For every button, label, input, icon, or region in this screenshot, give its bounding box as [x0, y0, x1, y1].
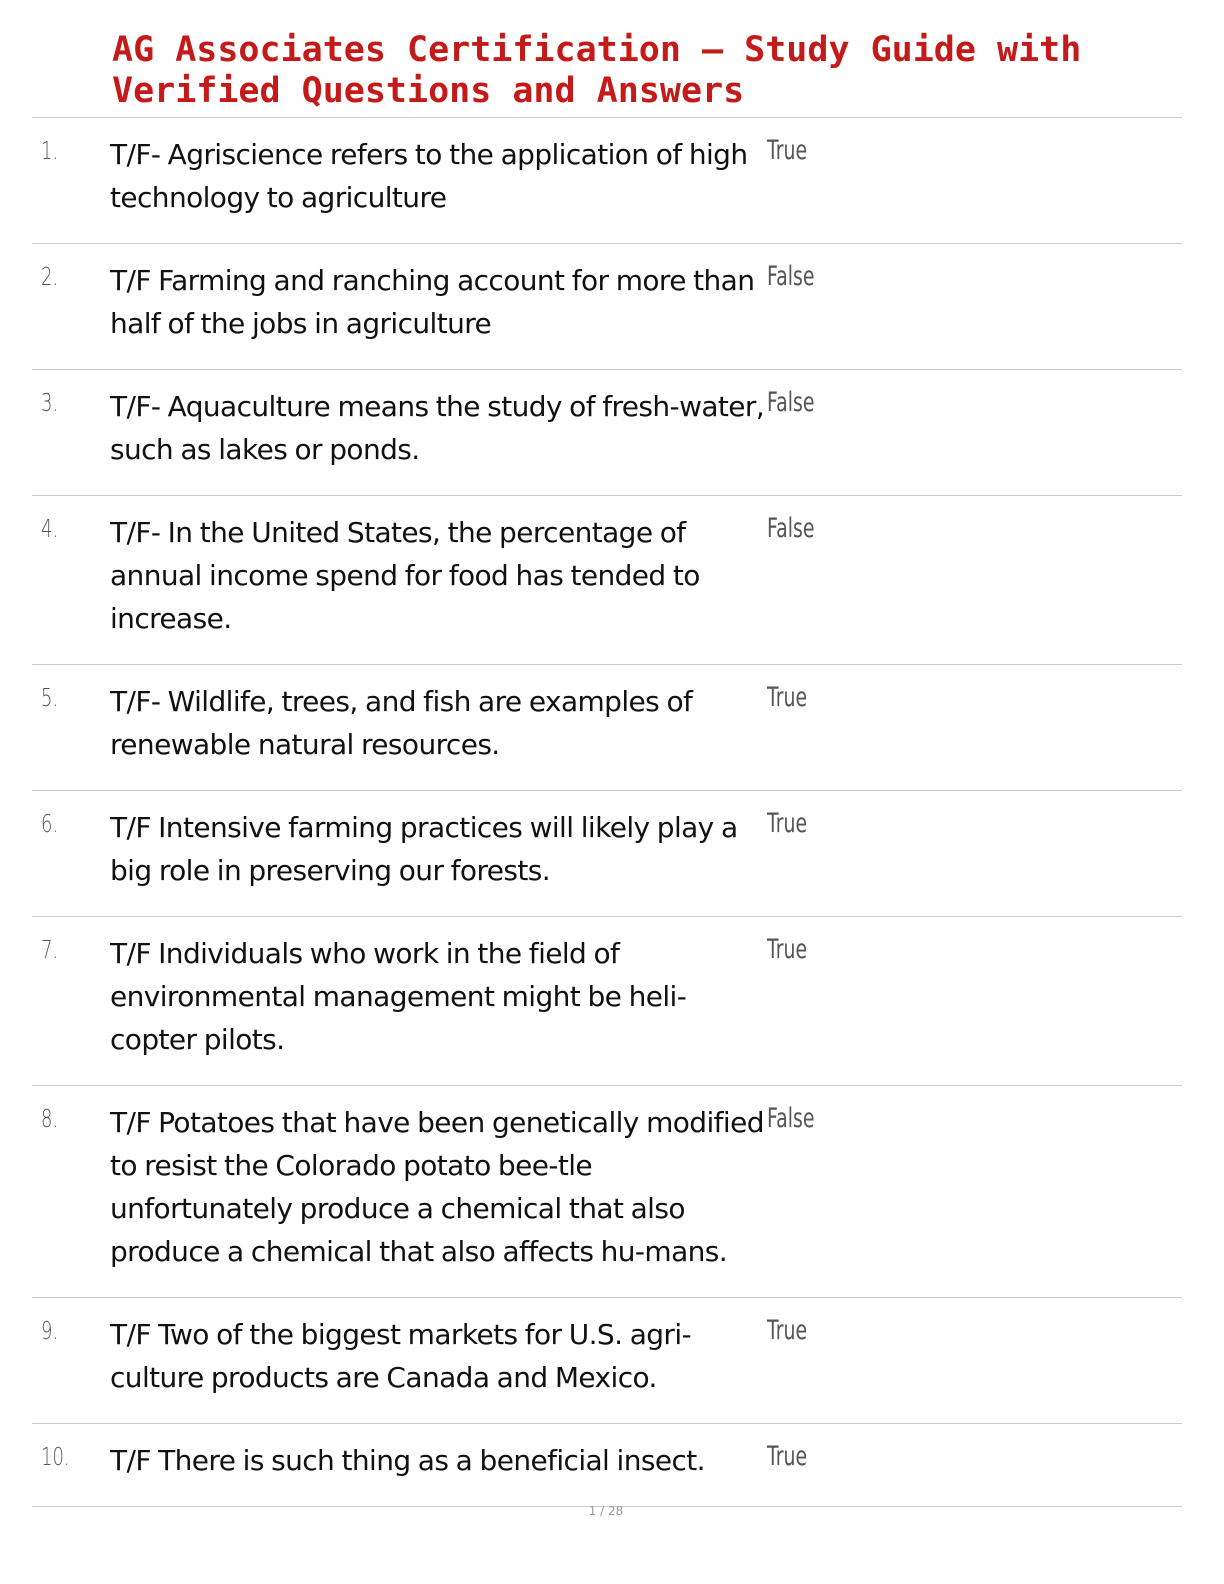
question-text: T/F Potatoes that have been genetically modified to resist the Colorado potato bee-tle unfortunately produce a chemical that also produce a chemical that also affects hu-mans. — [110, 1106, 764, 1268]
question-number: 6. — [41, 809, 59, 838]
question-item-10 — [32, 1424, 1182, 1507]
answer-text: False — [767, 261, 815, 292]
question-item-7 — [32, 917, 1182, 1086]
question-item-9 — [32, 1298, 1182, 1424]
question-text: T/F There is such thing as a beneficial insect. — [110, 1444, 705, 1477]
answer-text: True — [767, 1441, 808, 1472]
question-number: 10. — [41, 1442, 70, 1471]
answer-text: False — [767, 387, 815, 418]
question-number: 2. — [41, 262, 59, 291]
question-item-4 — [32, 496, 1182, 665]
answer-text: True — [767, 808, 808, 839]
question-text: T/F Intensive farming practices will likely play a big role in preserving our forests. — [110, 811, 738, 887]
question-text: T/F- Agriscience refers to the application of high technology to agriculture — [110, 138, 748, 214]
question-item-6 — [32, 791, 1182, 917]
question-item-1 — [32, 118, 1182, 244]
answer-text: True — [767, 135, 808, 166]
question-text: T/F- Aquaculture means the study of fresh-water, such as lakes or ponds. — [110, 390, 765, 466]
question-item-5 — [32, 665, 1182, 791]
answer-text: False — [767, 1103, 815, 1134]
question-item-8 — [32, 1086, 1182, 1298]
answer-text: True — [767, 1315, 808, 1346]
question-item-3 — [32, 370, 1182, 496]
question-number: 9. — [41, 1316, 59, 1345]
question-number: 7. — [41, 935, 59, 964]
question-number: 1. — [41, 136, 59, 165]
question-text: T/F Farming and ranching account for more than half of the jobs in agriculture — [110, 264, 755, 340]
document-title: AG Associates Certification – Study Guide with Verified Questions and Answers — [112, 30, 1082, 111]
question-item-2 — [32, 244, 1182, 370]
question-text: T/F Two of the biggest markets for U.S. agri-culture products are Canada and Mexico. — [110, 1318, 692, 1394]
question-text: T/F- In the United States, the percentage of annual income spend for food has tended to increase. — [110, 516, 700, 635]
question-number: 8. — [41, 1104, 59, 1133]
answer-text: False — [767, 513, 815, 544]
question-number: 3. — [41, 388, 59, 417]
question-text: T/F- Wildlife, trees, and fish are examples of renewable natural resources. — [110, 685, 693, 761]
question-number: 5. — [41, 683, 59, 712]
question-number: 4. — [41, 514, 59, 543]
page-number: 1 / 28 — [588, 1504, 624, 1518]
answer-text: True — [767, 934, 808, 965]
question-list — [32, 118, 1182, 1507]
question-text: T/F Individuals who work in the field of environmental management might be heli-copter pilots. — [110, 937, 687, 1056]
answer-text: True — [767, 682, 808, 713]
